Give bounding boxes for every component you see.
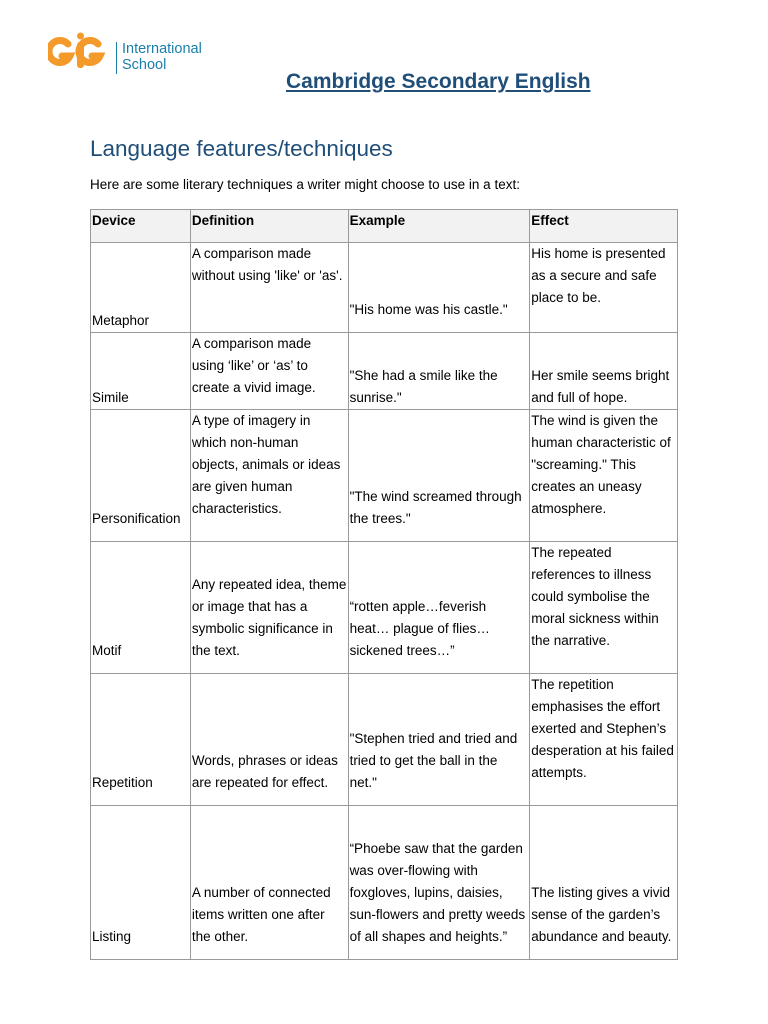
logo-line-school: School xyxy=(122,57,167,73)
table-row xyxy=(91,410,678,542)
header-effect: Effect xyxy=(530,210,678,243)
cell-definition: A type of imagery in which non-human objects, animals or ideas are given human characteristics. xyxy=(190,410,348,542)
section-heading: Language features/techniques xyxy=(90,136,393,161)
cell-device: Personification xyxy=(91,410,191,542)
cell-effect: The repetition emphasises the effort exerted and Stephen’s desperation at his failed attempts. xyxy=(530,674,678,806)
table-row xyxy=(91,542,678,674)
cell-effect: His home is presented as a secure and safe place to be. xyxy=(530,243,678,333)
cell-effect: Her smile seems bright and full of hope. xyxy=(530,333,678,410)
table-row xyxy=(91,243,678,333)
header-device: Device xyxy=(91,210,191,243)
cell-definition: Words, phrases or ideas are repeated for effect. xyxy=(190,674,348,806)
cell-example: "She had a smile like the sunrise." xyxy=(348,333,530,410)
header-example: Example xyxy=(348,210,530,243)
intro-text: Here are some literary techniques a writer might choose to use in a text: xyxy=(90,177,520,192)
table-header-row xyxy=(91,210,678,243)
cell-device: Metaphor xyxy=(91,243,191,333)
cell-example: "The wind screamed through the trees." xyxy=(348,410,530,542)
cell-example: “Phoebe saw that the garden was over-flowing with foxgloves, lupins, daisies, sun-flowers and pretty weeds of all shapes and heights.” xyxy=(348,806,530,960)
cell-effect: The wind is given the human characteristic of "screaming." This creates an uneasy atmosphere. xyxy=(530,410,678,542)
table-row xyxy=(91,806,678,960)
cell-effect: The listing gives a vivid sense of the garden’s abundance and beauty. xyxy=(530,806,678,960)
course-title: Cambridge Secondary English xyxy=(286,70,591,93)
cell-device: Simile xyxy=(91,333,191,410)
cell-definition: Any repeated idea, theme or image that has a symbolic significance in the text. xyxy=(190,542,348,674)
table-row xyxy=(91,333,678,410)
logo-line-international: International xyxy=(122,41,202,57)
cell-device: Listing xyxy=(91,806,191,960)
header-definition: Definition xyxy=(190,210,348,243)
table-row xyxy=(91,674,678,806)
cell-example: “rotten apple…feverish heat… plague of flies…sickened trees…” xyxy=(348,542,530,674)
logo-text xyxy=(122,41,202,73)
cell-example: "Stephen tried and tried and tried to get the ball in the net." xyxy=(348,674,530,806)
cell-device: Repetition xyxy=(91,674,191,806)
cell-example: "His home was his castle." xyxy=(348,243,530,333)
cell-definition: A comparison made without using 'like' or 'as'. xyxy=(190,243,348,333)
cell-definition: A number of connected items written one after the other. xyxy=(190,806,348,960)
techniques-table xyxy=(90,209,678,960)
cell-device: Motif xyxy=(91,542,191,674)
cell-effect: The repeated references to illness could symbolise the moral sickness within the narrative. xyxy=(530,542,678,674)
cell-definition: A comparison made using ‘like’ or ‘as’ to create a vivid image. xyxy=(190,333,348,410)
